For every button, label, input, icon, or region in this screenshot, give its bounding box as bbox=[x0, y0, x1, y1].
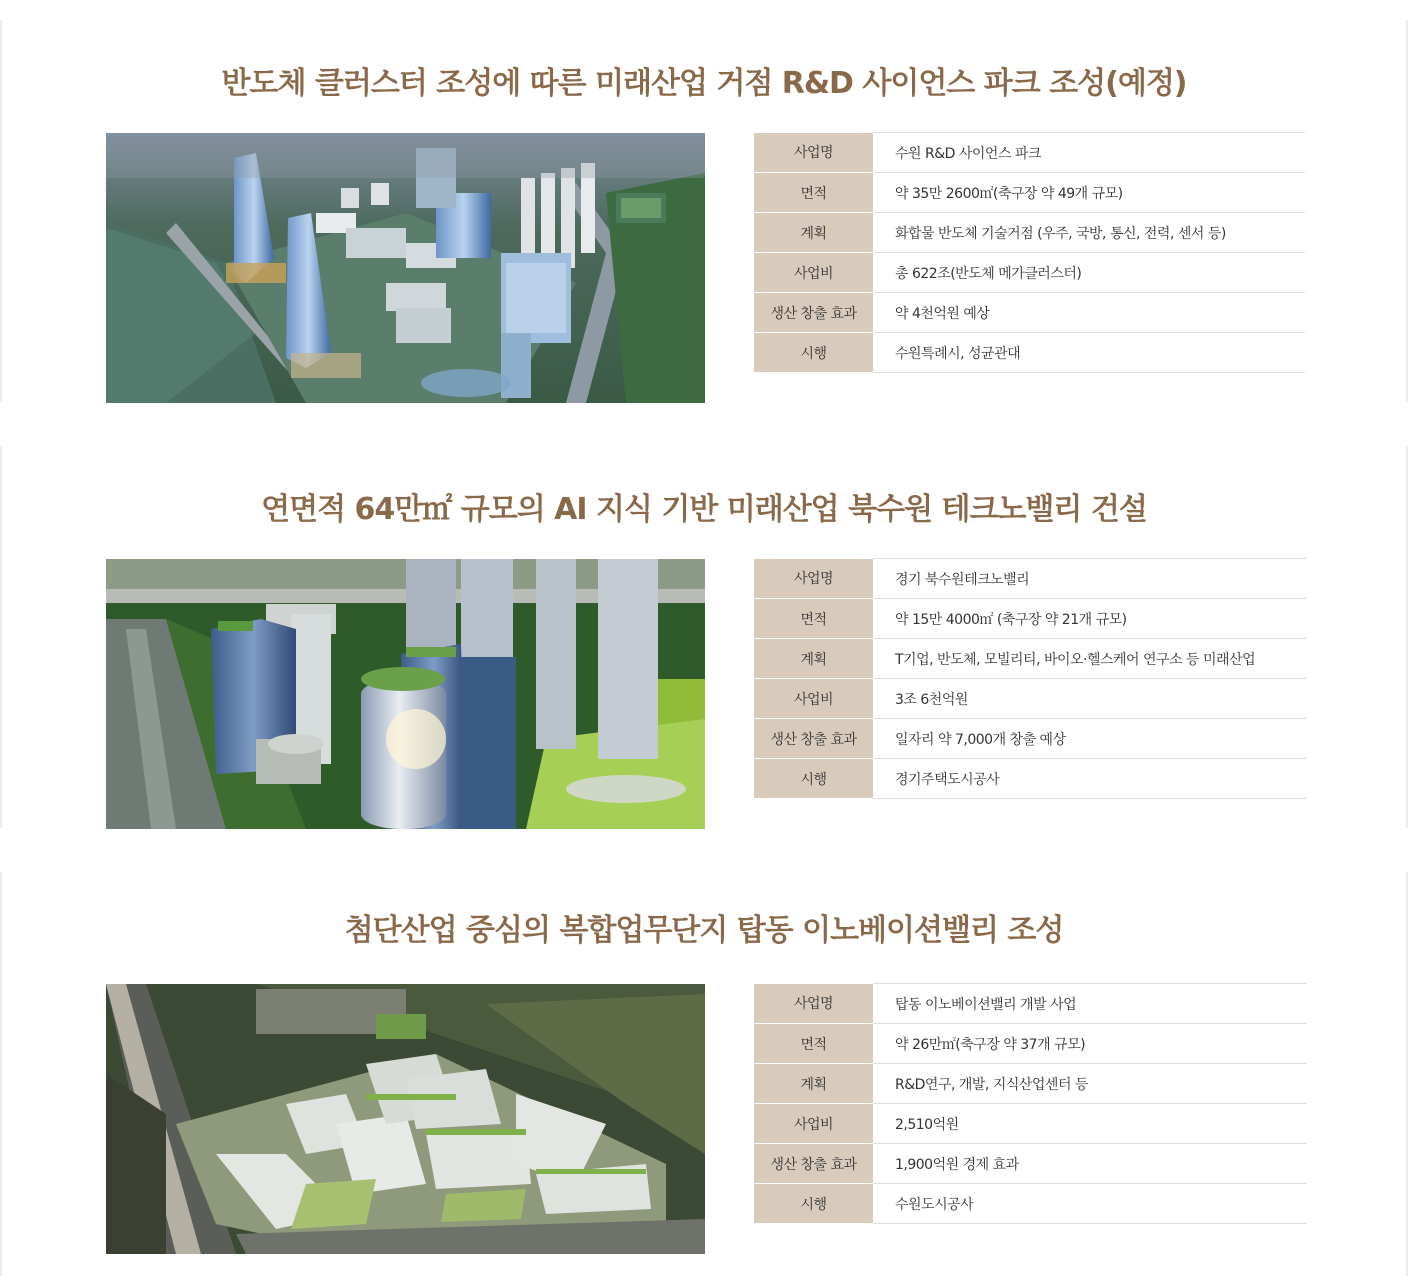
row-label: 생산 창출 효과 bbox=[754, 293, 873, 333]
row-label: 시행 bbox=[754, 1184, 873, 1224]
section-title: 반도체 클러스터 조성에 따른 미래산업 거점 R&D 사이언스 파크 조성(예정) bbox=[221, 66, 1187, 101]
table-row bbox=[754, 679, 1307, 719]
row-value: 수원 R&D 사이언스 파크 bbox=[873, 133, 1305, 173]
table-row bbox=[754, 333, 1305, 373]
row-value: 총 622조(반도체 메가클러스터) bbox=[873, 253, 1305, 293]
project-info-table bbox=[754, 558, 1307, 799]
table-row bbox=[754, 213, 1305, 253]
project-section-2 bbox=[0, 446, 1408, 828]
innovation-valley-rendering-image bbox=[106, 984, 705, 1254]
table-row bbox=[754, 719, 1307, 759]
row-value: 3조 6천억원 bbox=[873, 679, 1307, 719]
row-value: 약 15만 4000㎡ (축구장 약 21개 규모) bbox=[873, 599, 1307, 639]
table-row bbox=[754, 1104, 1307, 1144]
table-row bbox=[754, 559, 1307, 599]
table-row bbox=[754, 1024, 1307, 1064]
row-label: 시행 bbox=[754, 759, 873, 799]
row-label: 생산 창출 효과 bbox=[754, 719, 873, 759]
project-section-3 bbox=[0, 872, 1408, 1276]
row-value: 2,510억원 bbox=[873, 1104, 1307, 1144]
row-value: 1,900억원 경제 효과 bbox=[873, 1144, 1307, 1184]
section-title: 연면적 64만㎡ 규모의 AI 지식 기반 미래산업 북수원 테크노밸리 건설 bbox=[261, 492, 1147, 527]
table-row bbox=[754, 133, 1305, 173]
row-value: 수원특례시, 성균관대 bbox=[873, 333, 1305, 373]
row-label: 사업비 bbox=[754, 253, 873, 293]
table-row bbox=[754, 253, 1305, 293]
row-value: 일자리 약 7,000개 창출 예상 bbox=[873, 719, 1307, 759]
row-value: 경기주택도시공사 bbox=[873, 759, 1307, 799]
table-row bbox=[754, 1144, 1307, 1184]
row-label: 사업명 bbox=[754, 133, 873, 173]
row-label: 계획 bbox=[754, 213, 873, 253]
row-label: 사업명 bbox=[754, 559, 873, 599]
table-row bbox=[754, 293, 1305, 333]
row-value: 탑동 이노베이션밸리 개발 사업 bbox=[873, 984, 1307, 1024]
row-label: 생산 창출 효과 bbox=[754, 1144, 873, 1184]
table-row bbox=[754, 639, 1307, 679]
row-label: 면적 bbox=[754, 1024, 873, 1064]
row-label: 시행 bbox=[754, 333, 873, 373]
project-section-1 bbox=[0, 20, 1408, 402]
row-label: 계획 bbox=[754, 1064, 873, 1104]
row-label: 사업명 bbox=[754, 984, 873, 1024]
row-value: 화합물 반도체 기술거점 (우주, 국방, 통신, 전력, 센서 등) bbox=[873, 213, 1305, 253]
row-label: 계획 bbox=[754, 639, 873, 679]
row-value: T기업, 반도체, 모빌리티, 바이오·헬스케어 연구소 등 미래산업 bbox=[873, 639, 1307, 679]
row-label: 면적 bbox=[754, 173, 873, 213]
table-row bbox=[754, 984, 1307, 1024]
table-row bbox=[754, 599, 1307, 639]
project-info-table bbox=[754, 983, 1307, 1224]
row-value: 경기 북수원테크노밸리 bbox=[873, 559, 1307, 599]
row-label: 사업비 bbox=[754, 1104, 873, 1144]
table-row bbox=[754, 1184, 1307, 1224]
row-label: 사업비 bbox=[754, 679, 873, 719]
section-title: 첨단산업 중심의 복합업무단지 탑동 이노베이션밸리 조성 bbox=[344, 913, 1064, 948]
table-row bbox=[754, 1064, 1307, 1104]
project-info-table bbox=[754, 132, 1305, 373]
row-value: 약 26만㎡(축구장 약 37개 규모) bbox=[873, 1024, 1307, 1064]
row-value: 약 4천억원 예상 bbox=[873, 293, 1305, 333]
row-value: R&D연구, 개발, 지식산업센터 등 bbox=[873, 1064, 1307, 1104]
row-label: 면적 bbox=[754, 599, 873, 639]
table-row bbox=[754, 759, 1307, 799]
row-value: 약 35만 2600㎡(축구장 약 49개 규모) bbox=[873, 173, 1305, 213]
techno-valley-rendering-image bbox=[106, 559, 705, 829]
table-row bbox=[754, 173, 1305, 213]
science-park-rendering-image bbox=[106, 133, 705, 403]
row-value: 수원도시공사 bbox=[873, 1184, 1307, 1224]
